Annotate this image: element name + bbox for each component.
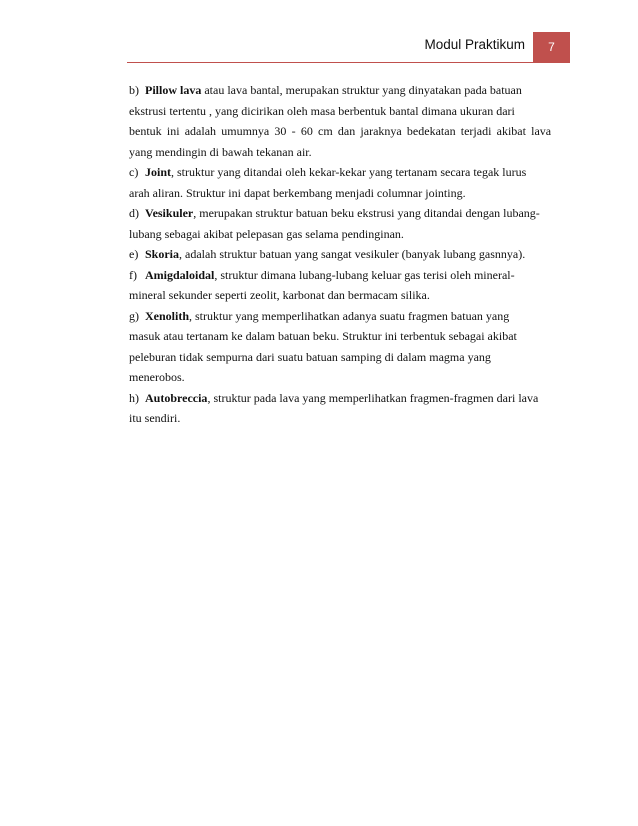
item-term: Joint <box>145 165 172 179</box>
item-text: , struktur dimana lubang-lubang keluar gas terisi oleh mineral- <box>214 267 515 282</box>
page-number-badge: 7 <box>533 32 570 62</box>
item-text: atau lava bantal, merupakan struktur yang dinyatakan pada batuan <box>201 83 522 97</box>
item-term: Amigdaloidal <box>145 267 215 282</box>
list-item <box>117 80 564 162</box>
item-text: lubang sebagai akibat pelepasan gas selama pendinginan. <box>129 226 404 241</box>
item-marker: f) <box>129 267 137 282</box>
item-marker: b) <box>129 83 139 97</box>
item-text: , adalah struktur batuan yang sangat vesikuler (banyak lubang gasnnya). <box>179 247 526 261</box>
item-marker: c) <box>129 165 139 179</box>
list-item <box>117 265 564 306</box>
item-term: Pillow lava <box>145 83 202 97</box>
header-title: Modul Praktikum <box>424 37 525 52</box>
header-rule <box>127 62 570 63</box>
item-text: bentuk ini adalah umumnya 30 - 60 cm dan jaraknya bedekatan terjadi akibat lava <box>129 124 552 138</box>
item-text: masuk atau tertanam ke dalam batuan beku. Struktur ini terbentuk sebagai akibat <box>129 329 517 343</box>
item-term: Xenolith <box>145 308 190 323</box>
list-item <box>117 203 564 244</box>
item-text: , struktur yang ditandai oleh kekar-kekar yang tertanam secara tegak lurus <box>171 165 527 179</box>
list-item <box>117 306 564 388</box>
item-term: Vesikuler <box>145 206 194 220</box>
item-text: peleburan tidak sempurna dari suatu batuan samping di dalam magma yang <box>129 349 491 364</box>
document-body <box>117 80 564 429</box>
item-text: , struktur yang memperlihatkan adanya suatu fragmen batuan yang <box>189 308 510 323</box>
item-text: yang mendingin di bawah tekanan air. <box>129 144 312 159</box>
item-marker: e) <box>129 247 139 261</box>
item-text: menerobos. <box>129 370 185 384</box>
item-text: itu sendiri. <box>129 411 181 425</box>
list-item <box>117 162 564 203</box>
item-term: Autobreccia <box>145 390 208 405</box>
list-item <box>117 244 564 265</box>
item-term: Skoria <box>145 247 180 261</box>
item-marker: h) <box>129 390 139 405</box>
item-text: arah aliran. Struktur ini dapat berkembang menjadi columnar jointing. <box>129 185 466 200</box>
item-text: ekstrusi tertentu , yang dicirikan oleh masa berbentuk bantal dimana ukuran dari <box>129 103 515 118</box>
item-text: , merupakan struktur batuan beku ekstrusi yang ditandai dengan lubang- <box>193 206 540 220</box>
item-marker: g) <box>129 308 139 323</box>
item-text: mineral sekunder seperti zeolit, karbonat dan bermacam silika. <box>129 288 430 302</box>
list-item <box>117 388 564 429</box>
item-text: , struktur pada lava yang memperlihatkan fragmen-fragmen dari lava <box>207 390 539 405</box>
item-marker: d) <box>129 206 139 220</box>
